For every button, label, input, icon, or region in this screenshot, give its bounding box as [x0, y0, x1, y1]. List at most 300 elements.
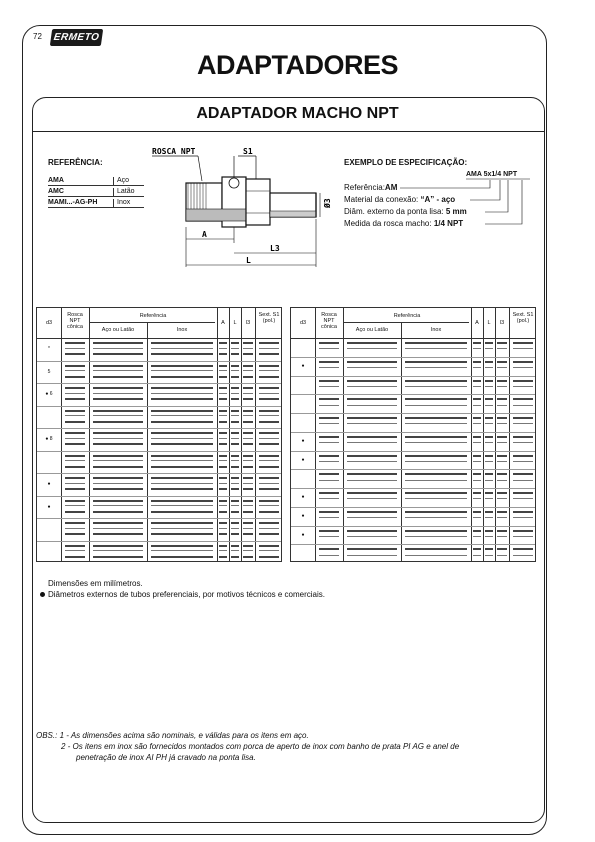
cell-value — [347, 473, 397, 475]
cell-value — [219, 511, 227, 513]
cell-value — [405, 455, 467, 457]
cell-value — [405, 548, 467, 550]
column-divider — [471, 308, 472, 561]
cell-value — [259, 483, 279, 484]
cell-value — [231, 466, 239, 468]
cell-value — [93, 432, 143, 434]
cell-value — [405, 473, 467, 475]
cell-value — [485, 473, 493, 475]
cell-value — [497, 342, 507, 344]
cell-value — [65, 455, 85, 457]
cell-value — [347, 536, 397, 537]
label-d3: Ø3 — [323, 198, 332, 208]
cell-value — [497, 348, 507, 349]
cell-value — [513, 436, 533, 438]
cell-value — [231, 393, 239, 394]
cell-value — [513, 492, 533, 494]
cell-value — [347, 492, 397, 494]
cell-value — [485, 492, 493, 494]
cell-value — [65, 415, 85, 416]
cell-value — [513, 498, 533, 499]
cell-value — [151, 398, 213, 400]
cell-value — [405, 555, 467, 556]
header-d3: d3 — [45, 320, 53, 326]
column-divider — [255, 308, 256, 561]
cell-value — [259, 438, 279, 439]
cell-value — [231, 500, 239, 502]
cell-value — [473, 361, 481, 363]
cell-value — [405, 423, 467, 424]
page-number: 72 — [33, 32, 42, 41]
cell-value — [243, 533, 253, 535]
cell-value — [473, 473, 481, 475]
header-aco: Aço ou Latão — [355, 327, 389, 333]
cell-value — [65, 511, 85, 513]
cell-value — [219, 410, 227, 412]
cell-value — [65, 443, 85, 445]
obs-line-2: 2 - Os itens em inox são fornecidos montados com porca de aperto de inox com banho de prata PI AG e anel de — [61, 742, 460, 751]
cell-value — [231, 550, 239, 551]
cell-value — [151, 432, 213, 434]
cell-value — [259, 398, 279, 400]
header-divider — [343, 322, 469, 323]
cell-value — [473, 342, 481, 344]
cell-value — [219, 387, 227, 389]
header-a: A — [221, 320, 225, 326]
cell-value — [347, 423, 397, 424]
row-divider — [37, 361, 281, 362]
cell-value — [231, 421, 239, 423]
cell-value — [497, 555, 507, 556]
example-line-thread: Medida da rosca macho: 1/4 NPT — [344, 219, 464, 228]
example-line-reference: Referência:AM — [344, 183, 398, 192]
obs-line-1: OBS.: 1 - As dimensões acima são nominais, e válidas para os itens em aço. — [36, 731, 309, 740]
cell-value — [219, 365, 227, 367]
cell-value — [485, 548, 493, 550]
cell-value — [93, 511, 143, 513]
row-divider — [291, 488, 535, 489]
cell-d3: ● — [47, 481, 51, 488]
cell-value — [243, 443, 253, 445]
cell-value — [497, 530, 507, 532]
cell-value — [231, 353, 239, 355]
cell-value — [473, 498, 481, 499]
cell-value — [513, 405, 533, 406]
cell-value — [65, 376, 85, 378]
cell-value — [231, 460, 239, 461]
cell-d3: ● — [301, 363, 305, 370]
cell-value — [151, 365, 213, 367]
cell-value — [485, 536, 493, 537]
cell-value — [485, 386, 493, 387]
header-rosca: Rosca NPT cônica — [321, 312, 337, 330]
cell-value — [151, 370, 213, 371]
cell-value — [473, 548, 481, 550]
cell-value — [243, 342, 253, 344]
cell-value — [497, 511, 507, 513]
cell-value — [243, 415, 253, 416]
cell-value — [219, 522, 227, 524]
cell-value — [513, 480, 533, 481]
cell-value — [151, 348, 213, 349]
cell-value — [243, 460, 253, 461]
cell-value — [405, 398, 467, 400]
cell-value — [347, 511, 397, 513]
cell-value — [497, 380, 507, 382]
cell-value — [513, 361, 533, 363]
cell-value — [93, 443, 143, 445]
cell-value — [93, 376, 143, 378]
cell-value — [243, 522, 253, 524]
cell-value — [259, 393, 279, 394]
cell-value — [65, 421, 85, 423]
cell-value — [259, 421, 279, 423]
cell-value — [231, 477, 239, 479]
cell-value — [405, 417, 467, 419]
cell-value — [65, 488, 85, 490]
cell-value — [259, 528, 279, 529]
row-divider — [291, 526, 535, 527]
cell-value — [405, 492, 467, 494]
cell-value — [347, 455, 397, 457]
cell-value — [497, 386, 507, 387]
cell-value — [319, 498, 339, 499]
cell-value — [151, 545, 213, 547]
cell-value — [151, 443, 213, 445]
cell-value — [93, 342, 143, 344]
cell-value — [513, 536, 533, 537]
cell-value — [259, 488, 279, 490]
label-s1: S1 — [243, 147, 253, 156]
cell-value — [347, 548, 397, 550]
cell-value — [243, 365, 253, 367]
cell-value — [347, 348, 397, 349]
cell-value — [485, 530, 493, 532]
cell-value — [219, 505, 227, 506]
cell-value — [151, 505, 213, 506]
observations — [36, 730, 459, 763]
cell-value — [243, 545, 253, 547]
cell-value — [231, 415, 239, 416]
cell-value — [485, 405, 493, 406]
header-a: A — [475, 320, 479, 326]
cell-value — [485, 367, 493, 368]
reference-code: MAMI...-AG-PH — [48, 199, 114, 207]
cell-value — [151, 511, 213, 513]
header-rosca: Rosca NPT cônica — [67, 312, 83, 330]
cell-value — [473, 511, 481, 513]
row-divider — [37, 541, 281, 542]
cell-value — [473, 442, 481, 443]
cell-value — [219, 528, 227, 529]
cell-value — [93, 387, 143, 389]
cell-value — [243, 488, 253, 490]
cell-value — [151, 387, 213, 389]
cell-value — [65, 522, 85, 524]
cell-value — [473, 555, 481, 556]
example-line-diameter: Diâm. externo da ponta lisa: 5 mm — [344, 207, 467, 216]
cell-value — [485, 498, 493, 499]
cell-value — [497, 492, 507, 494]
cell-value — [259, 455, 279, 457]
header-inox: Inox — [176, 327, 188, 333]
cell-value — [93, 398, 143, 400]
column-divider — [509, 308, 510, 561]
cell-value — [243, 483, 253, 484]
cell-value — [65, 556, 85, 558]
cell-value — [259, 522, 279, 524]
cell-value — [219, 477, 227, 479]
cell-value — [93, 477, 143, 479]
cell-value — [151, 460, 213, 461]
cell-value — [219, 376, 227, 378]
cell-d3: ● — [301, 531, 305, 538]
cell-value — [243, 550, 253, 551]
cell-value — [151, 353, 213, 355]
header-inox: Inox — [430, 327, 442, 333]
cell-d3: * — [48, 346, 50, 353]
cell-value — [151, 522, 213, 524]
cell-value — [151, 477, 213, 479]
cell-value — [319, 398, 339, 400]
cell-value — [485, 361, 493, 363]
cell-value — [497, 498, 507, 499]
cell-value — [259, 353, 279, 355]
column-divider — [61, 308, 62, 561]
cell-value — [219, 500, 227, 502]
cell-value — [93, 500, 143, 502]
cell-value — [347, 436, 397, 438]
cell-value — [347, 386, 397, 387]
cell-value — [497, 480, 507, 481]
cell-value — [485, 423, 493, 424]
cell-value — [497, 455, 507, 457]
cell-value — [319, 480, 339, 481]
cell-value — [347, 498, 397, 499]
cell-value — [319, 511, 339, 513]
cell-value — [347, 530, 397, 532]
cell-value — [473, 536, 481, 537]
header-sext: Sext. S1 (pol.) — [512, 312, 534, 324]
cell-value — [319, 386, 339, 387]
cell-value — [65, 410, 85, 412]
cell-value — [65, 505, 85, 506]
cell-value — [473, 380, 481, 382]
cell-value — [405, 536, 467, 537]
cell-value — [497, 436, 507, 438]
bullet-icon — [40, 592, 45, 597]
cell-value — [485, 480, 493, 481]
cell-value — [319, 517, 339, 518]
cell-value — [231, 365, 239, 367]
cell-value — [243, 348, 253, 349]
cell-value — [151, 466, 213, 468]
cell-value — [473, 436, 481, 438]
cell-value — [93, 460, 143, 461]
cell-value — [513, 473, 533, 475]
cell-d3: ● — [301, 494, 305, 501]
cell-value — [513, 517, 533, 518]
row-divider — [291, 394, 535, 395]
header-referencia: Referência — [393, 313, 421, 319]
cell-value — [65, 365, 85, 367]
cell-value — [231, 387, 239, 389]
cell-value — [231, 545, 239, 547]
cell-value — [513, 511, 533, 513]
cell-value — [319, 442, 339, 443]
cell-value — [93, 466, 143, 468]
cell-value — [485, 455, 493, 457]
cell-value — [513, 398, 533, 400]
reference-row — [48, 186, 144, 197]
cell-value — [243, 505, 253, 506]
header-divider — [89, 322, 215, 323]
cell-value — [231, 398, 239, 400]
cell-d3: ● 6 — [45, 391, 53, 398]
cell-value — [65, 348, 85, 349]
cell-value — [405, 480, 467, 481]
header-d3: d3 — [299, 320, 307, 326]
cell-value — [497, 461, 507, 462]
example-lines — [344, 182, 467, 230]
dimension-table-right — [290, 307, 536, 562]
cell-value — [497, 548, 507, 550]
cell-value — [151, 415, 213, 416]
cell-value — [151, 550, 213, 551]
notes — [48, 578, 325, 600]
label-rosca-npt: ROSCA NPT — [152, 147, 196, 156]
cell-value — [405, 498, 467, 499]
cell-value — [65, 528, 85, 529]
header-divider — [37, 338, 281, 339]
adapter-drawing — [150, 143, 340, 273]
cell-d3: 5 — [47, 368, 51, 375]
cell-value — [513, 386, 533, 387]
cell-value — [231, 370, 239, 371]
cell-value — [347, 367, 397, 368]
cell-value — [259, 432, 279, 434]
cell-value — [347, 398, 397, 400]
cell-value — [485, 348, 493, 349]
cell-value — [65, 460, 85, 461]
cell-value — [497, 398, 507, 400]
cell-value — [497, 473, 507, 475]
cell-value — [93, 455, 143, 457]
label-a: A — [202, 230, 207, 239]
cell-value — [93, 483, 143, 484]
cell-value — [219, 432, 227, 434]
row-divider — [291, 451, 535, 452]
cell-value — [219, 466, 227, 468]
cell-value — [259, 466, 279, 468]
cell-value — [231, 528, 239, 529]
cell-value — [513, 367, 533, 368]
reference-heading: REFERÊNCIA: — [48, 158, 103, 167]
cell-value — [319, 473, 339, 475]
cell-value — [405, 517, 467, 518]
cell-value — [231, 348, 239, 349]
cell-value — [151, 500, 213, 502]
cell-value — [347, 480, 397, 481]
cell-value — [497, 442, 507, 443]
dimension-table-left — [36, 307, 282, 562]
row-divider — [37, 383, 281, 384]
cell-value — [65, 466, 85, 468]
cell-value — [347, 380, 397, 382]
cell-value — [219, 483, 227, 484]
cell-d3: ● — [301, 513, 305, 520]
header-aco: Aço ou Latão — [101, 327, 135, 333]
cell-value — [243, 432, 253, 434]
cell-value — [65, 438, 85, 439]
cell-value — [347, 442, 397, 443]
row-divider — [291, 376, 535, 377]
cell-value — [259, 370, 279, 371]
cell-value — [231, 376, 239, 378]
cell-value — [243, 376, 253, 378]
cell-value — [259, 511, 279, 513]
reference-code: AMA — [48, 177, 114, 185]
cell-value — [497, 536, 507, 537]
example-heading: EXEMPLO DE ESPECIFICAÇÃO: — [344, 158, 468, 167]
cell-value — [513, 530, 533, 532]
ermeto-logo: ERMETO — [50, 29, 103, 46]
cell-value — [93, 556, 143, 558]
cell-value — [485, 442, 493, 443]
cell-value — [259, 545, 279, 547]
row-divider — [291, 432, 535, 433]
cell-value — [231, 438, 239, 439]
cell-value — [319, 423, 339, 424]
header-sext: Sext. S1 (pol.) — [258, 312, 280, 324]
cell-value — [473, 492, 481, 494]
cell-value — [319, 492, 339, 494]
cell-value — [259, 410, 279, 412]
cell-value — [219, 370, 227, 371]
cell-value — [219, 415, 227, 416]
label-l: L — [246, 256, 251, 265]
reference-material: Inox — [117, 199, 131, 206]
cell-value — [473, 530, 481, 532]
cell-value — [347, 555, 397, 556]
page-title: ADAPTADORES — [196, 50, 398, 80]
cell-value — [231, 522, 239, 524]
row-divider — [291, 357, 535, 358]
reference-material: Aço — [117, 177, 130, 184]
cell-value — [151, 376, 213, 378]
row-divider — [291, 507, 535, 508]
cell-value — [93, 505, 143, 506]
cell-value — [473, 455, 481, 457]
cell-value — [93, 410, 143, 412]
cell-value — [243, 477, 253, 479]
cell-value — [347, 461, 397, 462]
cell-value — [65, 393, 85, 394]
cell-value — [497, 417, 507, 419]
cell-value — [219, 353, 227, 355]
cell-value — [405, 461, 467, 462]
row-divider — [37, 406, 281, 407]
cell-value — [259, 376, 279, 378]
title-divider — [33, 131, 544, 132]
cell-value — [497, 361, 507, 363]
cell-value — [243, 410, 253, 412]
row-divider — [37, 428, 281, 429]
column-divider — [89, 308, 90, 561]
cell-value — [219, 438, 227, 439]
cell-value — [497, 517, 507, 518]
cell-value — [347, 517, 397, 518]
